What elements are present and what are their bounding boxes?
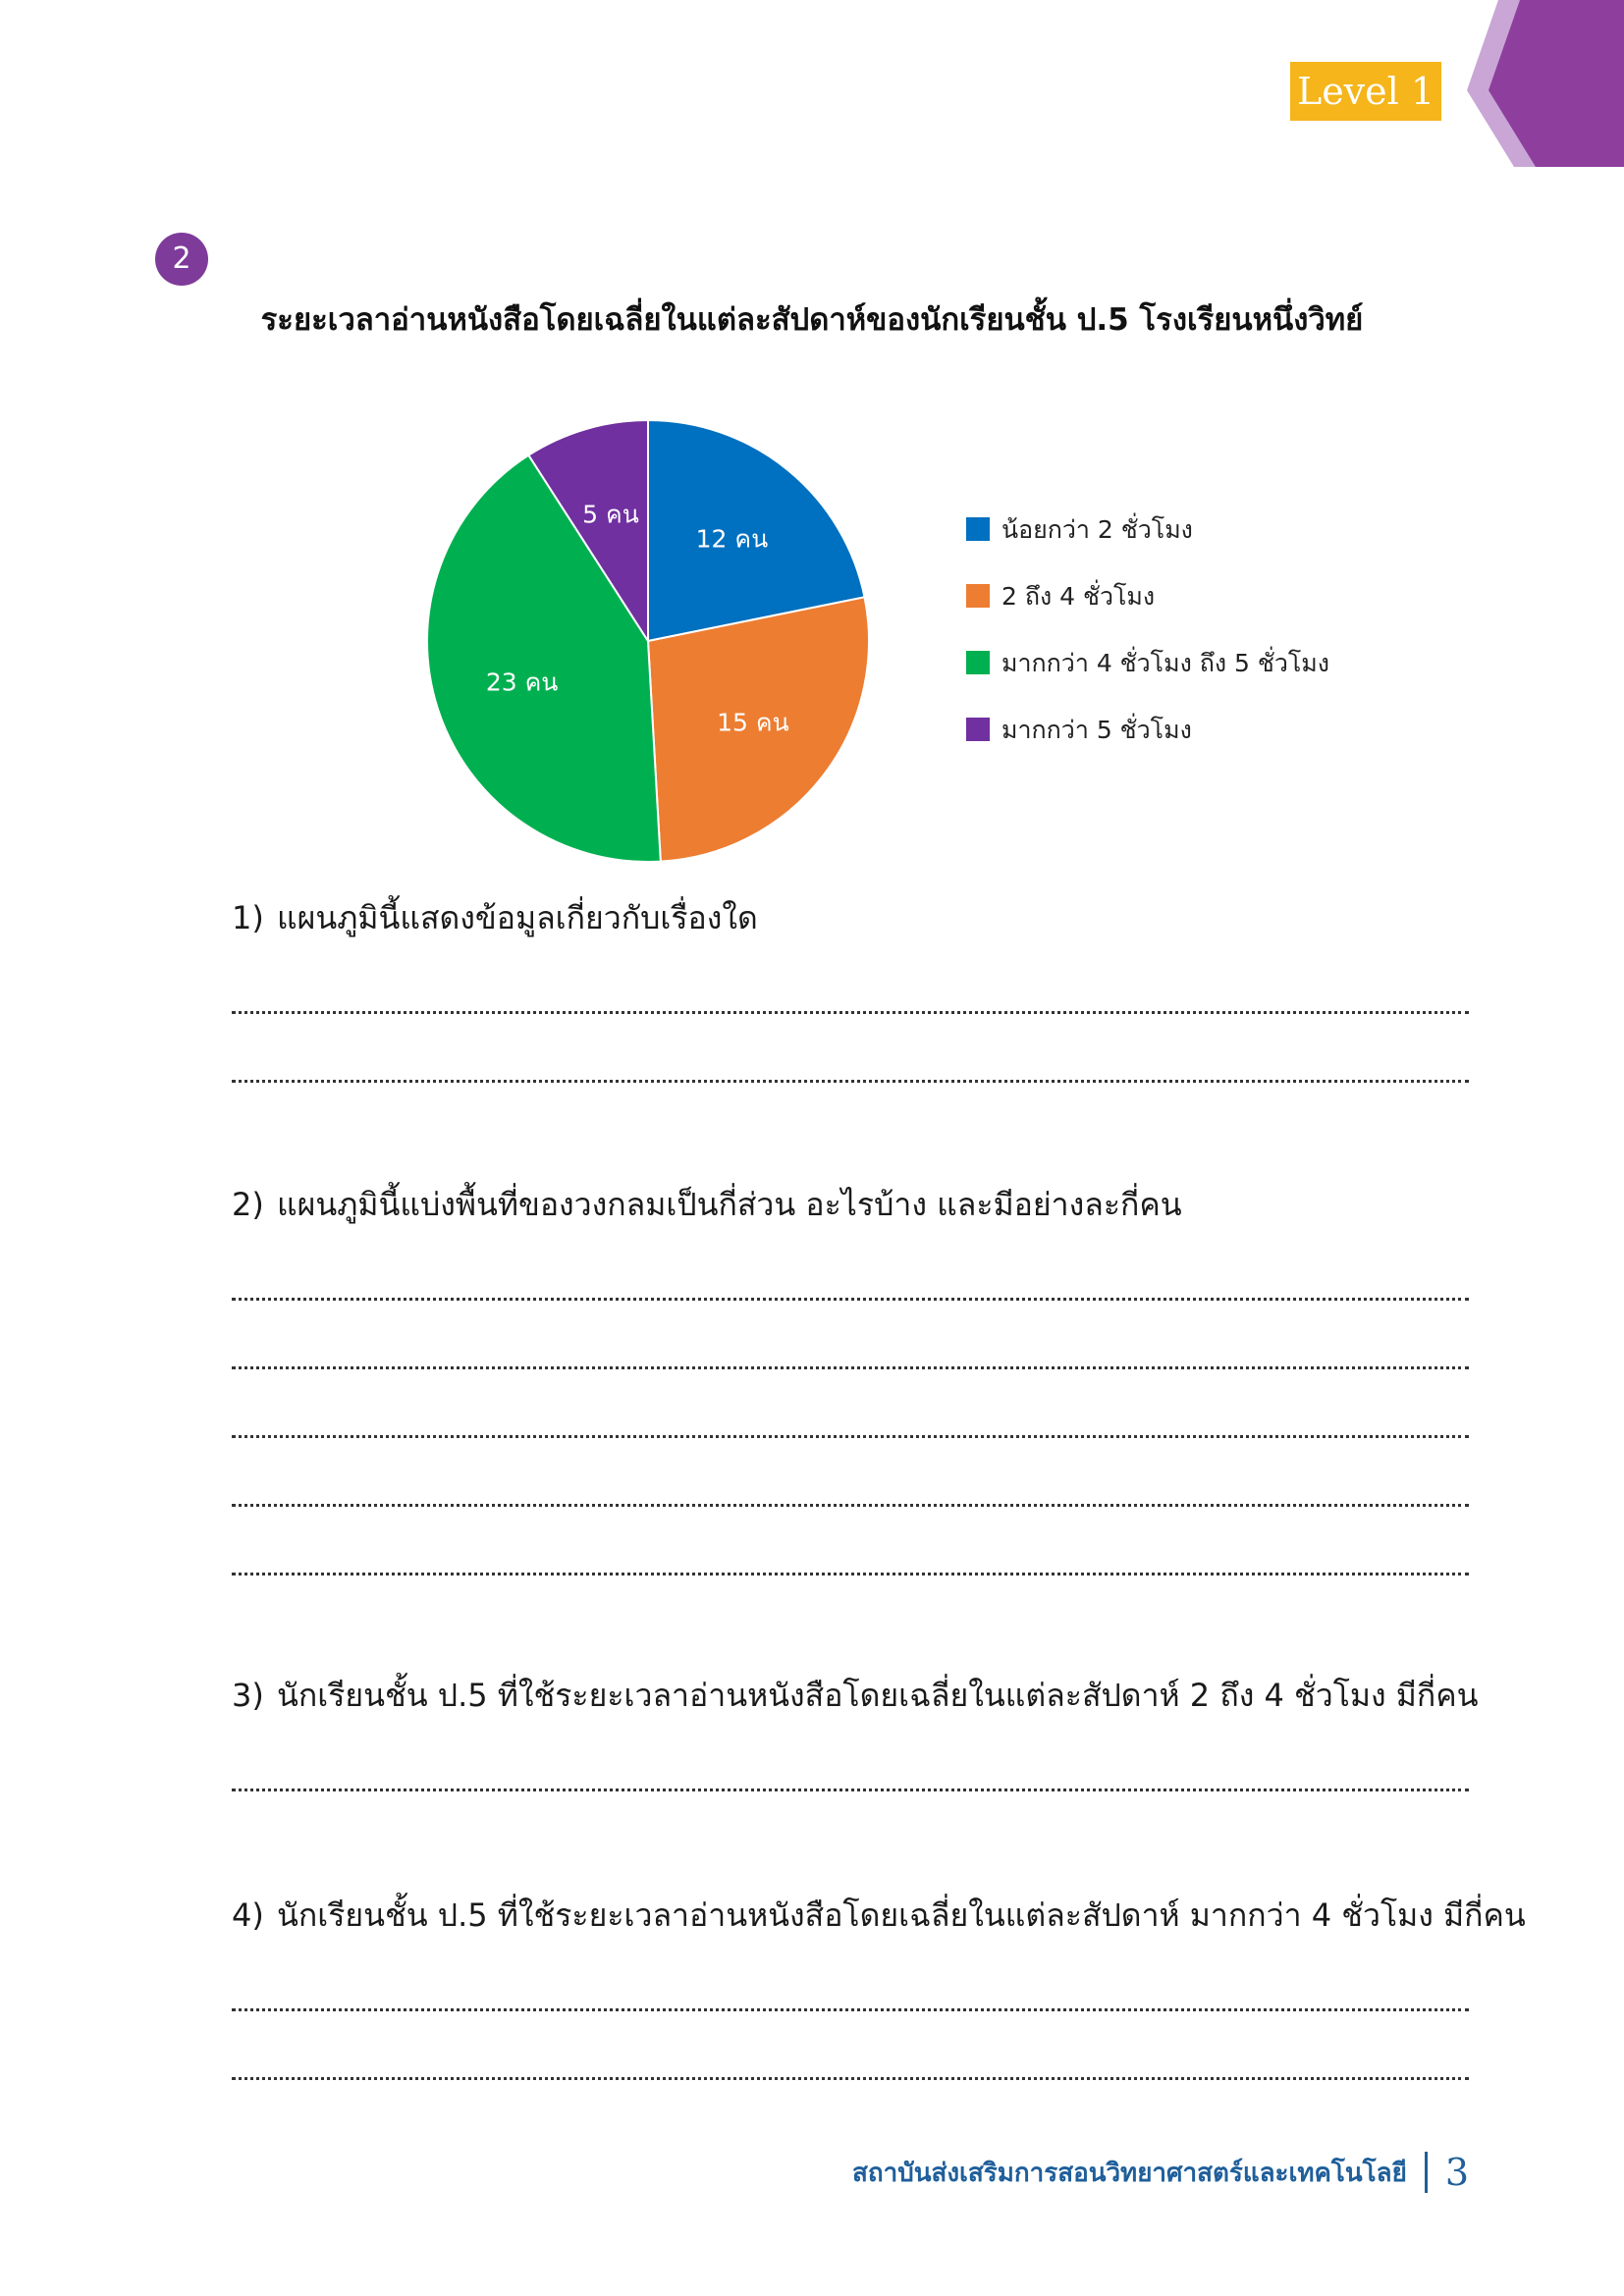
slice-data-label: 15 คน bbox=[717, 708, 789, 737]
pie-chart bbox=[0, 0, 1624, 903]
footer-organization: สถาบันส่งเสริมการสอนวิทยาศาสตร์และเทคโนโลยี bbox=[851, 2158, 1407, 2188]
answer-line[interactable] bbox=[232, 1504, 1469, 1507]
question-2 bbox=[232, 1180, 1182, 1230]
answer-line[interactable] bbox=[232, 1573, 1469, 1575]
answer-line[interactable] bbox=[232, 1435, 1469, 1438]
legend-label: มากกว่า 4 ชั่วโมง ถึง 5 ชั่วโมง bbox=[1001, 649, 1329, 677]
footer bbox=[852, 2148, 1469, 2197]
section-number-badge: 2 bbox=[155, 233, 208, 286]
legend-label: มากกว่า 5 ชั่วโมง bbox=[1001, 716, 1192, 744]
question-number: 2) bbox=[232, 1186, 264, 1223]
answer-line[interactable] bbox=[232, 2008, 1469, 2011]
page-number: 3 bbox=[1444, 2151, 1469, 2194]
question-number: 1) bbox=[232, 899, 264, 936]
slice-data-label: 5 คน bbox=[582, 500, 639, 529]
legend-swatch bbox=[966, 517, 990, 541]
question-4 bbox=[232, 1891, 1526, 1941]
question-3 bbox=[232, 1671, 1479, 1721]
footer-divider bbox=[1425, 2152, 1428, 2193]
question-text: นักเรียนชั้น ป.5 ที่ใช้ระยะเวลาอ่านหนังสือโดยเฉลี่ยในแต่ละสัปดาห์ 2 ถึง 4 ชั่วโมง มีกี่คน bbox=[277, 1677, 1479, 1714]
question-number: 4) bbox=[232, 1896, 264, 1934]
chart-title: ระยะเวลาอ่านหนังสือโดยเฉลี่ยในแต่ละสัปดาห์ของนักเรียนชั้น ป.5 โรงเรียนหนึ่งวิทย์ bbox=[260, 302, 1364, 338]
answer-line[interactable] bbox=[232, 1789, 1469, 1791]
slice-data-label: 23 คน bbox=[485, 667, 559, 697]
question-text: แผนภูมินี้แบ่งพื้นที่ของวงกลมเป็นกี่ส่วน อะไรบ้าง และมีอย่างละกี่คน bbox=[277, 1186, 1182, 1223]
legend-swatch bbox=[966, 718, 990, 741]
answer-line[interactable] bbox=[232, 1298, 1469, 1301]
question-text: นักเรียนชั้น ป.5 ที่ใช้ระยะเวลาอ่านหนังสือโดยเฉลี่ยในแต่ละสัปดาห์ มากกว่า 4 ชั่วโมง มีกี่คน bbox=[277, 1896, 1526, 1934]
answer-line[interactable] bbox=[232, 1080, 1469, 1083]
legend-swatch bbox=[966, 651, 990, 674]
slice-data-label: 12 คน bbox=[695, 524, 769, 554]
answer-line[interactable] bbox=[232, 2077, 1469, 2080]
question-1 bbox=[232, 893, 758, 943]
answer-line[interactable] bbox=[232, 1366, 1469, 1369]
question-number: 3) bbox=[232, 1677, 264, 1714]
answer-line[interactable] bbox=[232, 1011, 1469, 1014]
legend-swatch bbox=[966, 584, 990, 608]
question-text: แผนภูมินี้แสดงข้อมูลเกี่ยวกับเรื่องใด bbox=[277, 899, 758, 936]
legend-label: น้อยกว่า 2 ชั่วโมง bbox=[1001, 515, 1193, 544]
level-badge: Level 1 bbox=[1290, 62, 1441, 121]
legend-label: 2 ถึง 4 ชั่วโมง bbox=[1001, 582, 1156, 611]
